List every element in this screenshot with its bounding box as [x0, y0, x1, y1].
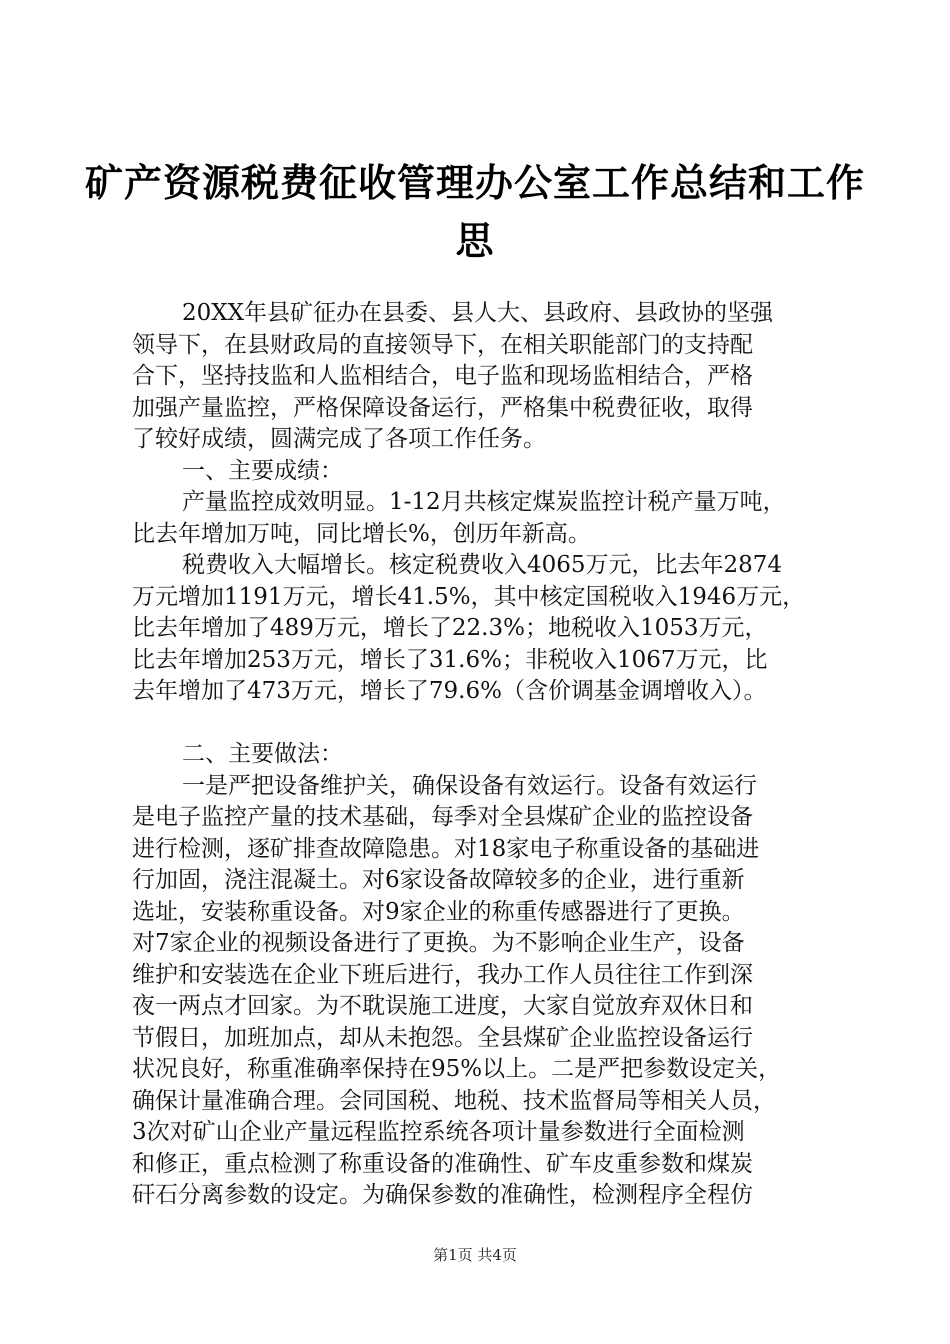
- paragraph-spacer: [132, 708, 834, 740]
- paragraph-line: 夜一两点才回家。为不耽误施工进度，大家自觉放弃双休日和: [132, 993, 753, 1019]
- paragraph-line: 矸石分离参数的设定。为确保参数的准确性，检测程序全程仿: [132, 1182, 753, 1208]
- paragraph-line: 进行检测，逐矿排查故障隐患。对18家电子称重设备的基础进: [132, 835, 760, 862]
- page-number-footer: 第1页 共4页: [433, 1246, 517, 1264]
- paragraph-line: 是电子监控产量的技术基础，每季对全县煤矿企业的监控设备: [132, 804, 753, 830]
- paragraph-line: 比去年增加万吨，同比增长%，创历年新高。: [132, 520, 591, 547]
- document-title-line-2: 思: [455, 219, 495, 263]
- document-body: [132, 298, 834, 1212]
- paragraph-line: 和修正，重点检测了称重设备的准确性、矿车皮重参数和煤炭: [132, 1150, 753, 1177]
- paragraph-line: 领导下，在县财政局的直接领导下，在相关职能部门的支持配: [132, 331, 753, 358]
- paragraph-line: 行加固，浇注混凝土。对6家设备故障较多的企业，进行重新: [132, 867, 745, 893]
- section-heading: 二、主要做法：: [182, 741, 343, 767]
- paragraph-line: 合下，坚持技监和人监相结合，电子监和现场监相结合，严格: [132, 363, 753, 389]
- paragraph-line: 状况良好，称重准确率保持在95%以上。二是严把参数设定关，: [132, 1056, 782, 1082]
- paragraph-line: 万元增加1191万元，增长41.5%，其中核定国税收入1946万元，: [132, 583, 806, 610]
- paragraph-line: 了较好成绩，圆满完成了各项工作任务。: [132, 426, 546, 452]
- paragraph-line: 对7家企业的视频设备进行了更换。为不影响企业生产，设备: [132, 930, 745, 956]
- paragraph-line: 一是严把设备维护关，确保设备有效运行。设备有效运行: [182, 772, 757, 799]
- document-title-line-1: 矿产资源税费征收管理办公室工作总结和工作: [84, 161, 865, 205]
- paragraph-line: 20XX年县矿征办在县委、县人大、县政府、县政协的坚强: [182, 300, 774, 326]
- paragraph-line: 3次对矿山企业产量远程监控系统各项计量参数进行全面检测: [132, 1119, 745, 1145]
- paragraph-line: 去年增加了473万元，增长了79.6%（含价调基金调增收入）。: [132, 678, 767, 704]
- paragraph-line: 确保计量准确合理。会同国税、地税、技术监督局等相关人员，: [132, 1087, 776, 1114]
- paragraph-line: 产量监控成效明显。1-12月共核定煤炭监控计税产量万吨，: [182, 489, 786, 515]
- paragraph-line: 加强产量监控，严格保障设备运行，严格集中税费征收，取得: [132, 394, 753, 421]
- paragraph-line: 比去年增加了489万元，增长了22.3%；地税收入1053万元，: [132, 615, 768, 641]
- paragraph-line: 维护和安装选在企业下班后进行，我办工作人员往往工作到深: [132, 961, 753, 988]
- paragraph-line: 比去年增加253万元，增长了31.6%；非税收入1067万元，比: [132, 646, 768, 673]
- paragraph-line: 节假日，加班加点，却从未抱怨。全县煤矿企业监控设备运行: [132, 1024, 753, 1051]
- section-heading: 一、主要成绩：: [182, 457, 343, 484]
- paragraph-line: 选址，安装称重设备。对9家企业的称重传感器进行了更换。: [132, 898, 745, 925]
- paragraph-line: 税费收入大幅增长。核定税费收入4065万元，比去年2874: [182, 552, 783, 578]
